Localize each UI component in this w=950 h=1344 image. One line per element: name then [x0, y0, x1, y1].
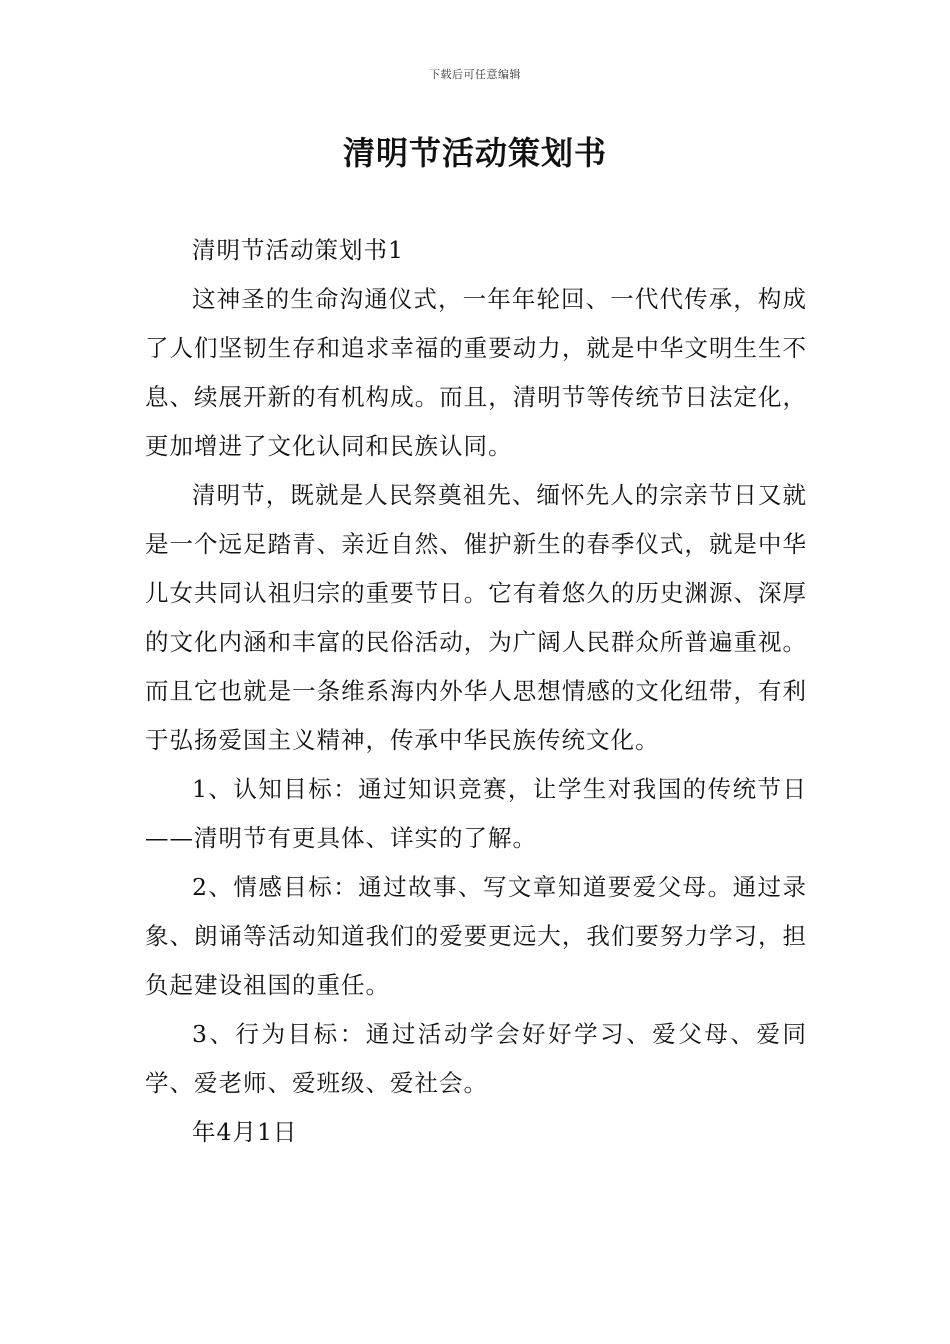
- paragraph-date: 年4月1日: [192, 1118, 298, 1146]
- paragraph-goal-cognitive: 1、认知目标：通过知识竞赛，让学生对我国的传统节日——清明节有更具体、详实的了解。: [145, 775, 807, 852]
- paragraph-subtitle: 清明节活动策划书1: [192, 236, 404, 264]
- paragraph-intro: 这神圣的生命沟通仪式，一年年轮回、一代代传承，构成了人们坚韧生存和追求幸福的重要动力，就是中华文明生生不息、续展开新的有机构成。而且，清明节等传统节日法定化，更加增进了文化认同和民族认同。: [145, 285, 807, 460]
- header-note: 下载后可任意编辑: [429, 68, 521, 81]
- document-body: [145, 226, 807, 1157]
- paragraph-goal-emotional: 2、情感目标：通过故事、写文章知道要爱父母。通过录象、朗诵等活动知道我们的爱要更远大，我们要努力学习，担负起建设祖国的重任。: [145, 873, 807, 999]
- paragraph-significance: 清明节，既就是人民祭奠祖先、缅怀先人的宗亲节日又就是一个远足踏青、亲近自然、催护新生的春季仪式，就是中华儿女共同认祖归宗的重要节日。它有着悠久的历史渊源、深厚的文化内涵和丰富的民俗活动，为广阔人民群众所普遍重视。而且它也就是一条维系海内外华人思想情感的文化纽带，有利于弘扬爱国主义精神，传承中华民族传统文化。: [145, 481, 807, 754]
- paragraph-goal-behavioral: 3、行为目标：通过活动学会好好学习、爱父母、爱同学、爱老师、爱班级、爱社会。: [145, 1020, 807, 1097]
- document-title: 清明节活动策划书: [342, 134, 607, 172]
